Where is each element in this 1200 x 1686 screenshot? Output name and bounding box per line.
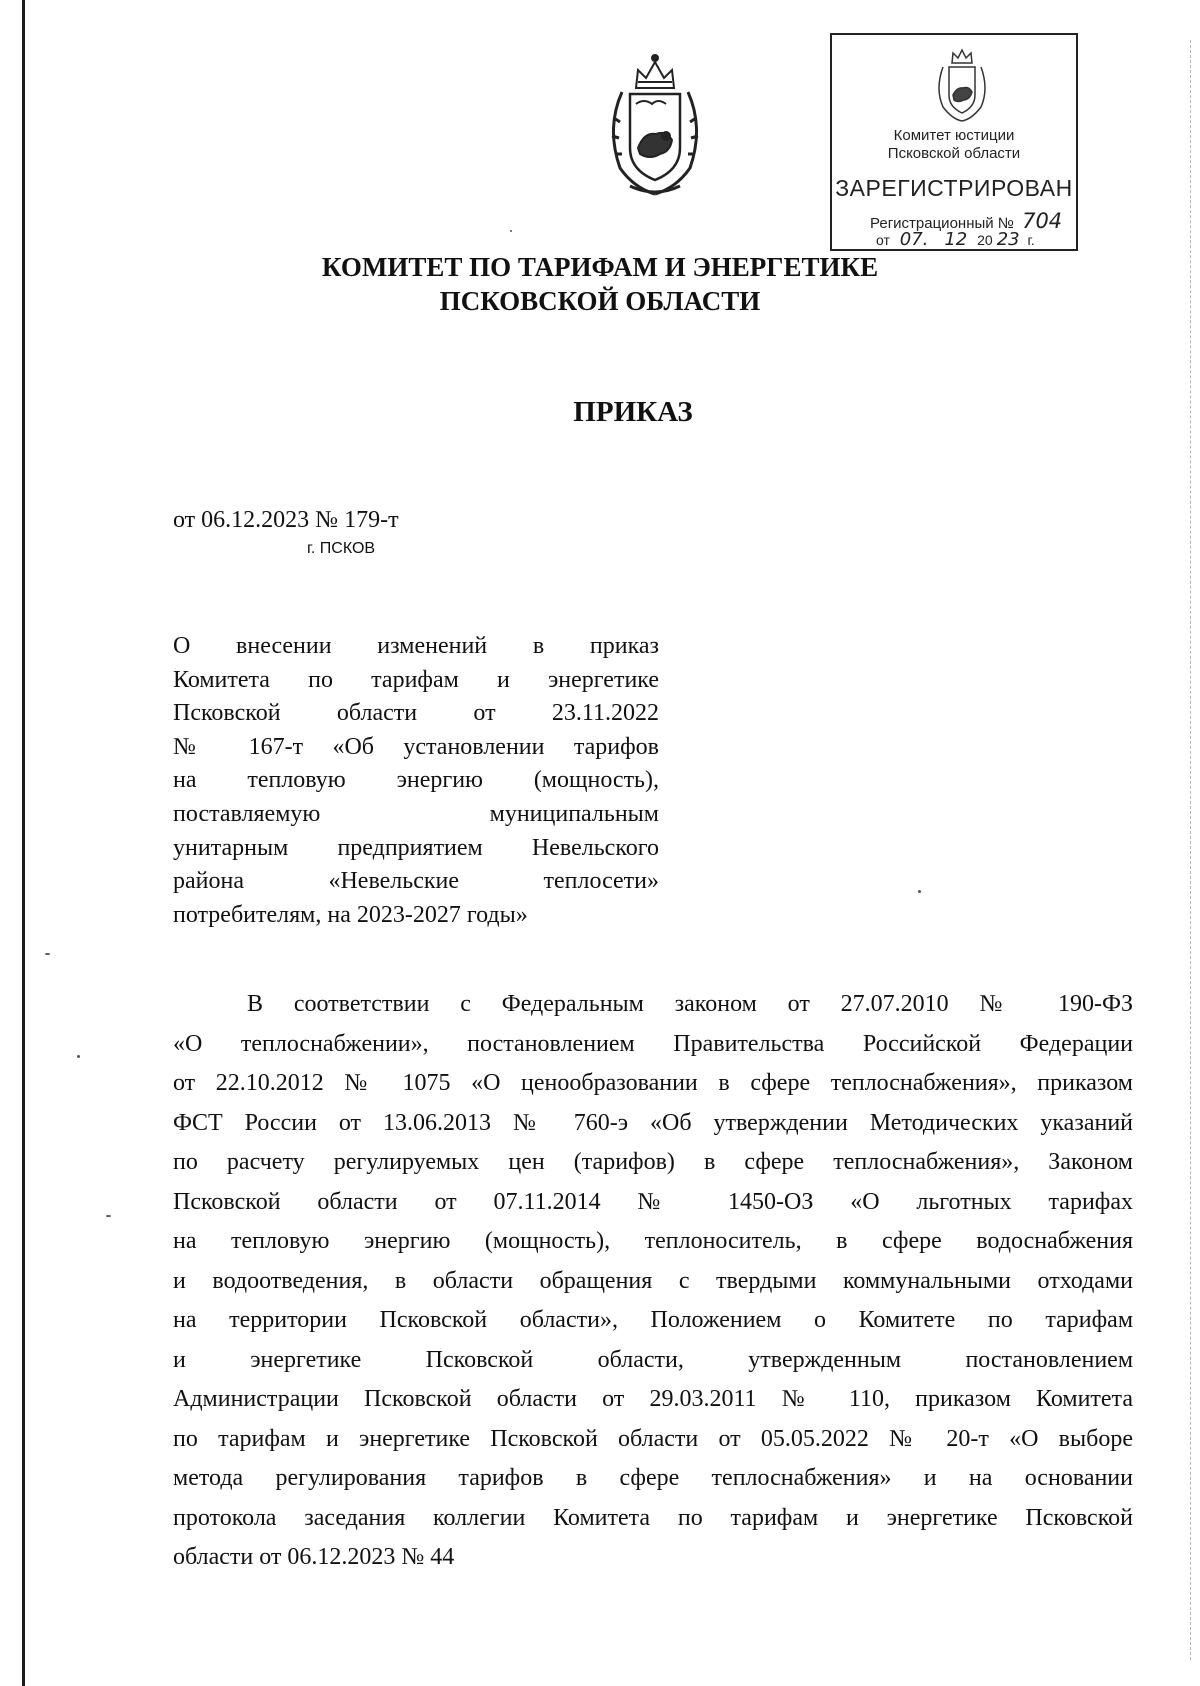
body-line: от 22.10.2012 № 1075 «О ценообразовании в сфере теплоснабжения», приказом	[173, 1070, 1133, 1096]
body-line: «О теплоснабжении», постановлением Правительства Российской Федерации	[173, 1030, 1133, 1057]
stamp-registered-label: ЗАРЕГИСТРИРОВАН	[835, 175, 1073, 201]
body-line: протокола заседания коллегии Комитета по тарифам и энергетике Псковской	[173, 1504, 1133, 1531]
subject-line: поставляемую муниципальным	[173, 800, 659, 827]
subject-line: О внесении изменений в приказ	[173, 633, 659, 659]
body-line: метода регулирования тарифов в сфере теплоснабжения» и на основании	[173, 1465, 1133, 1491]
body-line: по расчету регулируемых цен (тарифов) в сфере теплоснабжения», Законом	[173, 1149, 1133, 1175]
body-line: ФСТ России от 13.06.2013 № 760-э «Об утверждении Методических указаний	[173, 1109, 1133, 1136]
subject-line: Псковской области от 23.11.2022	[173, 700, 659, 727]
stamp-date-suffix: г.	[1027, 232, 1035, 248]
subject-line: унитарным предприятием Невельского	[173, 834, 659, 861]
coat-of-arms-emblem	[600, 48, 710, 200]
body-line: на тепловую энергию (мощность), теплоноситель, в сфере водоснабжения	[173, 1228, 1133, 1254]
scan-speck	[510, 230, 512, 232]
body-line: по тарифам и энергетике Псковской области от 05.05.2022 № 20-т «О выборе	[173, 1425, 1133, 1452]
order-subject	[173, 630, 659, 932]
subject-line: на тепловую энергию (мощность),	[173, 767, 659, 794]
body-line: на территории Псковской области», Положением о Комитете по тарифам	[173, 1307, 1133, 1333]
stamp-org-line2: Псковской области	[887, 145, 1021, 162]
scan-speck	[918, 890, 921, 893]
scan-speck	[106, 1215, 111, 1217]
stamp-date-month: 12	[938, 229, 973, 251]
registration-stamp	[830, 33, 1078, 251]
subject-line: № 167-т «Об установлении тарифов	[173, 733, 659, 760]
scan-speck	[45, 953, 50, 955]
stamp-date-year: 23	[993, 229, 1024, 251]
body-line: области от 06.12.2023 № 44	[173, 1544, 455, 1570]
document-type-title: ПРИКАЗ	[573, 396, 693, 428]
subject-line: Комитета по тарифам и энергетике	[173, 666, 659, 693]
stamp-date-year-prefix: 20	[977, 232, 993, 248]
body-line: Администрации Псковской области от 29.03.2011 № 110, приказом Комитета	[173, 1386, 1133, 1412]
stamp-date-day: 07.	[894, 229, 935, 251]
stamp-org-line1: Комитет юстиции	[893, 127, 1015, 144]
order-number-date: от 06.12.2023 № 179-т	[173, 507, 399, 533]
committee-name-line1: КОМИТЕТ ПО ТАРИФАМ И ЭНЕРГЕТИКЕ	[321, 252, 879, 282]
stamp-reg-label: Регистрационный №	[870, 215, 1014, 232]
subject-line: района «Невельские теплосети»	[173, 868, 659, 895]
order-city: г. ПСКОВ	[307, 540, 376, 557]
body-line: и энергетике Псковской области, утвержденным постановлением	[173, 1346, 1133, 1373]
committee-name-line2: ПСКОВСКОЙ ОБЛАСТИ	[439, 286, 761, 316]
body-line: В соответствии с Федеральным законом от 27.07.2010 № 190-ФЗ	[247, 991, 1133, 1017]
body-line: и водоотведения, в области обращения с твердыми коммунальными отходами	[173, 1267, 1133, 1294]
preamble-paragraph	[173, 985, 1133, 1578]
stamp-coat-of-arms-icon	[932, 45, 992, 125]
subject-line: потребителям, на 2023-2027 годы»	[173, 901, 528, 928]
body-line: Псковской области от 07.11.2014 № 1450-ОЗ «О льготных тарифах	[173, 1188, 1133, 1215]
stamp-organization	[832, 127, 1076, 163]
stamp-reg-number-handwritten: 704	[1022, 209, 1063, 233]
scan-speck	[77, 1055, 80, 1058]
stamp-date	[876, 229, 1035, 250]
stamp-date-prefix: от	[876, 232, 890, 248]
